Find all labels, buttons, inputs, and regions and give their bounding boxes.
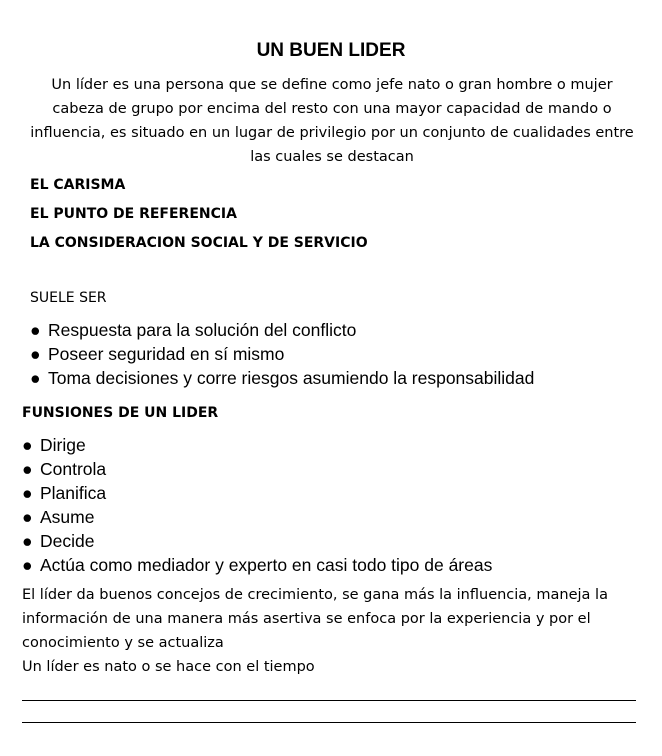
quality-punto-referencia: EL PUNTO DE REFERENCIA xyxy=(30,206,237,222)
bullet-icon: ● xyxy=(22,507,33,527)
list-item-text: Actúa como mediador y experto en casi todo tipo de áreas xyxy=(40,555,493,575)
bullet-icon: ● xyxy=(22,531,33,551)
bullet-icon: ● xyxy=(30,344,41,364)
summary-paragraph: El líder da buenos concejos de crecimiento, se gana más la influencia, maneja la información de una manera más asertiva se enfoca por la experiencia y por el conocimiento y se actualiza xyxy=(22,587,608,651)
list-item xyxy=(22,457,492,481)
list-item-text: Controla xyxy=(40,459,107,479)
document-title: UN BUEN LIDER xyxy=(256,40,406,61)
bullet-icon: ● xyxy=(30,368,41,388)
bullet-icon: ● xyxy=(22,435,33,455)
suele-ser-heading: SUELE SER xyxy=(30,290,107,306)
list-item-text: Decide xyxy=(40,531,95,551)
list-item xyxy=(30,318,534,342)
list-item xyxy=(22,529,492,553)
list-item xyxy=(22,505,492,529)
quality-consideracion-social: LA CONSIDERACION SOCIAL Y DE SERVICIO xyxy=(30,235,368,251)
list-item xyxy=(22,433,492,457)
funciones-list xyxy=(22,433,492,577)
bullet-icon: ● xyxy=(22,483,33,503)
list-item-text: Poseer seguridad en sí mismo xyxy=(48,344,285,364)
list-item xyxy=(30,366,534,390)
list-item xyxy=(22,481,492,505)
list-item xyxy=(22,553,492,577)
quality-carisma: EL CARISMA xyxy=(30,177,126,193)
list-item-text: Toma decisiones y corre riesgos asumiendo la responsabilidad xyxy=(48,368,535,388)
bullet-icon: ● xyxy=(30,320,41,340)
list-item-text: Planifica xyxy=(40,483,107,503)
list-item-text: Asume xyxy=(40,507,95,527)
bullet-icon: ● xyxy=(22,459,33,479)
funciones-heading: FUNSIONES DE UN LIDER xyxy=(22,405,219,421)
closing-sentence: Un líder es nato o se hace con el tiempo xyxy=(22,659,315,675)
bullet-icon: ● xyxy=(22,555,33,575)
list-item-text: Dirige xyxy=(40,435,86,455)
writing-line xyxy=(22,722,636,723)
intro-paragraph: Un líder es una persona que se define como jefe nato o gran hombre o mujer cabeza de grupo por encima del resto con una mayor capacidad de mando o influencia, es situado en un lugar de privilegio por un conjunto de cualidades entre las cuales se destacan xyxy=(30,77,634,165)
suele-ser-list xyxy=(30,318,534,390)
writing-line xyxy=(22,700,636,701)
list-item-text: Respuesta para la solución del conflicto xyxy=(48,320,357,340)
list-item xyxy=(30,342,534,366)
